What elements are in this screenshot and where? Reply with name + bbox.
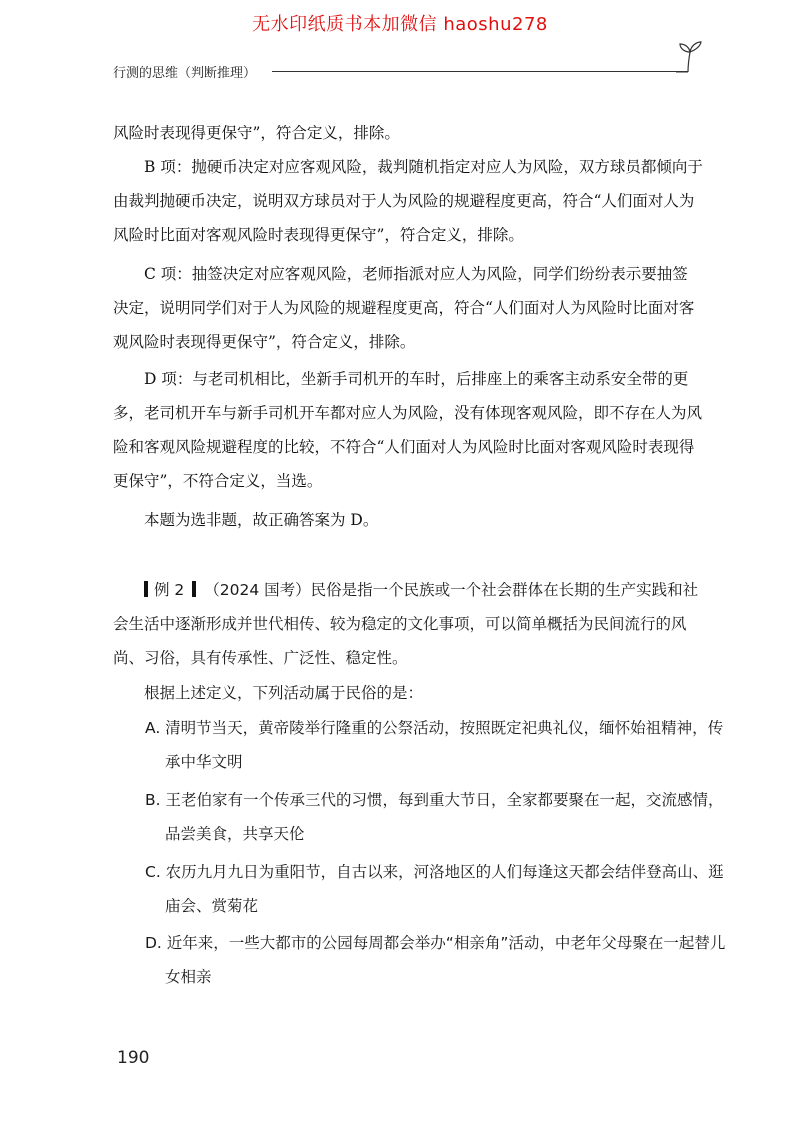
- paragraph-continuation: 风险时表现得更保守”，符合定义，排除。: [113, 124, 400, 142]
- option-b: B. 王老伯家有一个传承三代的习惯，每到重大节日，全家都要聚在一起，交流感情，品尝美食，共享天伦: [145, 791, 724, 843]
- example-text: （2024 国考）民俗是指一个民族或一个社会群体在长期的生产实践和社会生活中逐渐形成并世代相传、较为稳定的文化事项，可以简单概括为民间流行的风尚、习俗，具有传承性、广泛性、稳定性。: [113, 581, 699, 667]
- option-a: A. 清明节当天，黄帝陵举行隆重的公祭活动，按照既定祀典礼仪，缅怀始祖精神，传承中华文明: [145, 719, 724, 771]
- header-rule: [272, 71, 688, 72]
- running-head: 行测的思维（判断推理）: [113, 66, 257, 81]
- option-d: D. 近年来，一些大都市的公园每周都会举办“相亲角”活动，中老年父母聚在一起替儿女相亲: [145, 934, 726, 986]
- paragraph-answer: 本题为选非题，故正确答案为 D。: [144, 511, 379, 529]
- paragraph-option-b: B 项：抛硬币决定对应客观风险，裁判随机指定对应人为风险，双方球员都倾向于由裁判抛硬币决定，说明双方球员对于人为风险的规避程度更高，符合“人们面对人为风险时比面对客观风险时表现得更保守”，符合定义，排除。: [113, 158, 703, 244]
- example-bar-right: [192, 581, 196, 597]
- paragraph-option-c: C 项：抽签决定对应客观风险，老师指派对应人为风险，同学们纷纷表示要抽签决定，说明同学们对于人为风险的规避程度更高，符合“人们面对人为风险时比面对客观风险时表现得更保守”，符合定义，排除。: [113, 265, 695, 351]
- example-bar-left: [144, 581, 148, 597]
- example-label: 例 2: [154, 581, 185, 599]
- example-question: 根据上述定义，下列活动属于民俗的是：: [144, 684, 424, 702]
- option-c: C. 农历九月九日为重阳节，自古以来，河洛地区的人们每逢这天都会结伴登高山、逛庙会、赏菊花: [145, 863, 724, 915]
- page-number: 190: [117, 1048, 150, 1068]
- example-2-stem: [113, 573, 703, 675]
- paragraph-option-d: D 项：与老司机相比，坐新手司机开的车时，后排座上的乘客主动系安全带的更多，老司机开车与新手司机开车都对应人为风险，没有体现客观风险，即不存在人为风险和客观风险规避程度的比较，不符合“人们面对人为风险时比面对客观风险时表现得更保守”，不符合定义，当选。: [113, 370, 703, 490]
- watermark-text: 无水印纸质书本加微信 haoshu278: [252, 14, 548, 35]
- sprout-icon: [676, 38, 706, 74]
